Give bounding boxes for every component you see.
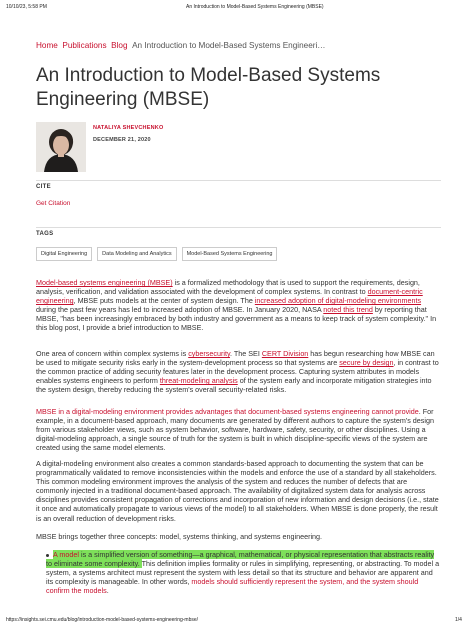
- tag-digital-engineering[interactable]: Digital Engineering: [36, 247, 92, 261]
- print-url: https://insights.sei.cmu.edu/blog/introduction-model-based-systems-engineering-mbse/: [6, 617, 199, 623]
- print-page-number: 1/4: [455, 617, 462, 623]
- text-run: has begun researching how MBSE can be used to mitigate security risks early in the system-development process so that systems are: [36, 349, 435, 368]
- link-threat-modeling[interactable]: threat-modeling analysis: [159, 376, 238, 386]
- text-run: This definition implies formality or rules in simplifying, representing, or abstracting. To model a system, a systems architect must represent the system with less detail so that its structure and behavior are apparent and its complexity is manageable. In other words,: [46, 559, 440, 587]
- link-mbse-definition[interactable]: Model-based systems engineering (MBSE): [36, 278, 173, 287]
- text-run: .: [106, 586, 109, 596]
- concepts-list: [46, 550, 441, 595]
- text-run: during the past few years has led to increased adoption of MBSE. In January 2020, NASA: [36, 305, 324, 315]
- tag-mbse[interactable]: Model-Based Systems Engineering: [182, 247, 278, 261]
- text-run: of the system early and incorporate mitigation strategies into the system design, thereby reducing the system's overall security-related risks.: [36, 376, 432, 395]
- tags-heading: TAGS: [36, 231, 54, 237]
- paragraph-advantages: [36, 407, 441, 452]
- author-avatar: [36, 122, 86, 172]
- divider: [36, 180, 441, 181]
- print-doc-title: An Introduction to Model-Based Systems Engineering (MBSE): [186, 4, 324, 10]
- page-title: An Introduction to Model-Based Systems Engineering (MBSE): [36, 65, 381, 110]
- author-name[interactable]: NATALIYA SHEVCHENKO: [93, 125, 164, 131]
- link-secure-by-design[interactable]: secure by design: [339, 358, 394, 368]
- text-run: One area of concern within complex systems is: [36, 349, 189, 358]
- paragraph-cybersecurity: [36, 349, 441, 394]
- paragraph-digital-modeling: A digital-modeling environment also creates a common standards-based approach to documenting the system that can be programmatically validated to remove inconsistencies within the models and enforce the use of a standard by all stakeholders. This common modeling environment improves the analysis of the system and reduces the number of defects that are commonly injected in a traditional document-based approach. The availability of digitalized system data for analysis across disciplines provides consistent propagation of corrections and incorporation of new information and design decisions (i.e., state it once and automatically propagate to various views of the model) to all stakeholders. When MBSE is done properly, the result is an overall reduction of development risks.: [36, 459, 439, 523]
- text-run: by reporting that MBSE, "has been increasingly embraced by both industry and government as a means to keep track of system complexity." In this blog post, I provide a brief introduction to MBSE.: [36, 305, 437, 333]
- text-run: is a formalized methodology that is used to support the requirements, design, analysis, verification, and validation associated with the development of complex systems. In contrast to: [36, 278, 420, 297]
- divider: [36, 227, 441, 228]
- breadcrumb-home[interactable]: Home: [36, 41, 58, 50]
- highlighted-definition: is a simplified version of something—a graphical, mathematical, or physical representation that abstracts reality to eliminate some complexity.: [46, 550, 435, 569]
- publish-date: DECEMBER 21, 2020: [93, 137, 151, 143]
- print-datetime: 10/10/23, 5:58 PM: [6, 4, 47, 10]
- link-document-centric[interactable]: document-centric engineering: [36, 287, 423, 306]
- cite-heading: CITE: [36, 184, 51, 190]
- term-a-model: A model: [53, 550, 79, 559]
- paragraph-concepts: MBSE brings together three concepts: model, systems thinking, and systems engineering.: [36, 532, 323, 541]
- list-item: [46, 550, 441, 595]
- breadcrumb-current: An Introduction to Model-Based Systems Engineeri…: [132, 41, 326, 50]
- breadcrumb-publications[interactable]: Publications: [62, 41, 107, 50]
- link-cert-division[interactable]: CERT Division: [261, 349, 309, 358]
- breadcrumb-blog[interactable]: Blog: [111, 41, 128, 50]
- emphasis-advantages: MBSE in a digital-modeling environment provides advantages that document-based systems engineering cannot provide: [36, 407, 419, 416]
- bullet-icon: [46, 554, 49, 557]
- get-citation-link[interactable]: Get Citation: [36, 200, 71, 207]
- link-noted-trend[interactable]: noted this trend: [323, 305, 373, 315]
- paragraph-intro: [36, 278, 441, 333]
- link-increased-adoption[interactable]: increased adoption of digital-modeling environments: [254, 296, 422, 306]
- tag-data-modeling-analytics[interactable]: Data Modeling and Analytics: [97, 247, 176, 261]
- text-run: . The SEI: [230, 349, 262, 358]
- text-run: , in contrast to the common practice of adding security features later in the development process. Capturing system attributes in models enables systems engineers to perform: [36, 358, 439, 386]
- text-run: . For example, in a document-based approach, many documents are generated by different authors to capture the system's design from various stakeholder views, such as system behavior, software, hardware, safety, security, or other disciplines. Using a digital-modeling approach, a single source of truth for the system is built in which discipline-specific views of the system are created using the same model elements.: [36, 407, 434, 453]
- emphasis-models-represent: models should sufficiently represent the system, and the system should confirm the models: [46, 577, 419, 596]
- breadcrumb: [36, 41, 326, 50]
- tag-list: [36, 247, 277, 261]
- text-run: , MBSE puts models at the center of system design. The: [73, 296, 255, 306]
- link-cybersecurity[interactable]: cybersecurity: [188, 349, 231, 358]
